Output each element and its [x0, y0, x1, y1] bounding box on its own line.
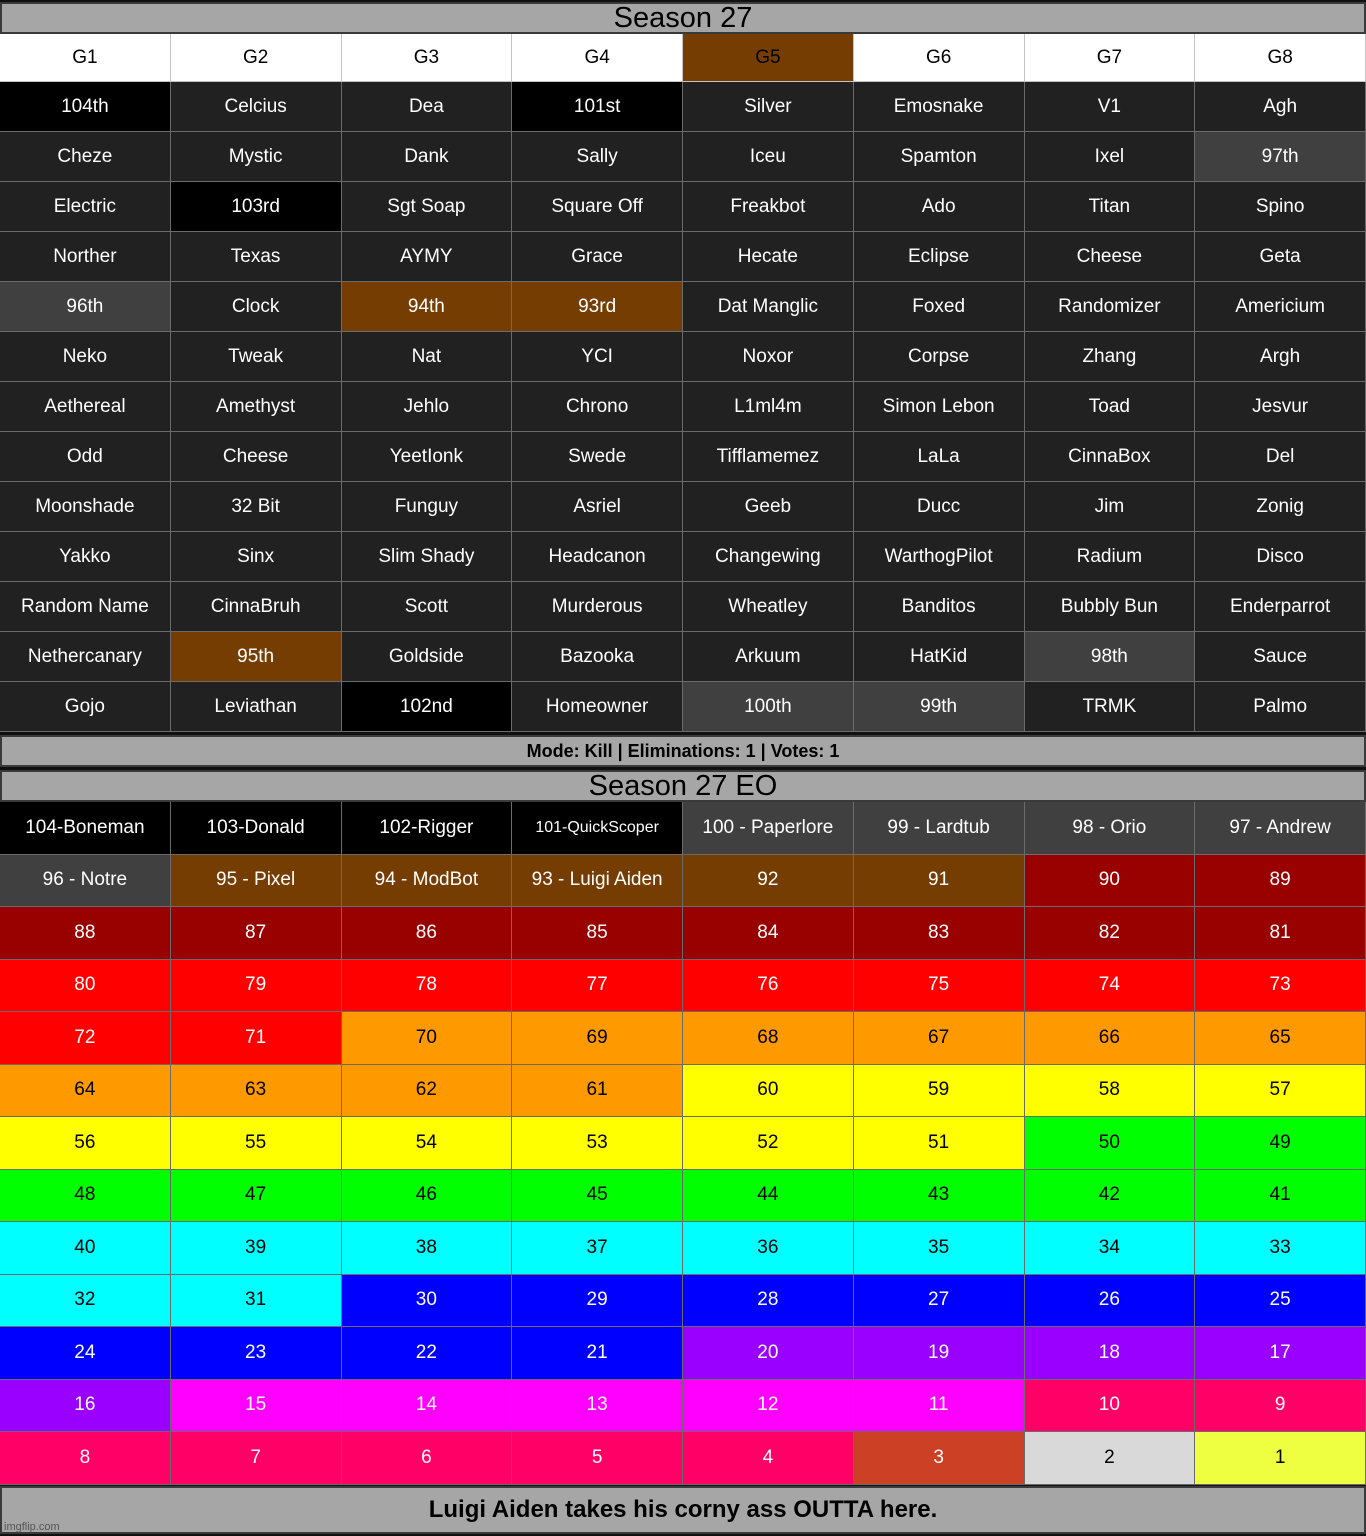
roster-cell: Jehlo	[342, 382, 513, 432]
placement-cell: 5	[512, 1432, 683, 1485]
group-header-1: G1	[0, 34, 171, 82]
roster-cell: Emosnake	[854, 82, 1025, 132]
roster-cell: Nat	[342, 332, 513, 382]
roster-cell: Clock	[171, 282, 342, 332]
placement-cell: 91	[854, 855, 1025, 908]
placement-cell: 93 - Luigi Aiden	[512, 855, 683, 908]
group-header-6: G6	[854, 34, 1025, 82]
placement-cell: 27	[854, 1275, 1025, 1328]
roster-cell: Simon Lebon	[854, 382, 1025, 432]
roster-cell: Zhang	[1025, 332, 1196, 382]
roster-cell: Freakbot	[683, 182, 854, 232]
roster-cell: Spamton	[854, 132, 1025, 182]
roster-cell: AYMY	[342, 232, 513, 282]
placement-cell: 39	[171, 1222, 342, 1275]
roster-cell: Nethercanary	[0, 632, 171, 682]
roster-cell: Tweak	[171, 332, 342, 382]
roster-cell: Eclipse	[854, 232, 1025, 282]
roster-cell: Changewing	[683, 532, 854, 582]
roster-cell: YCI	[512, 332, 683, 382]
roster-cell: Hecate	[683, 232, 854, 282]
roster-cell: Jim	[1025, 482, 1196, 532]
roster-cell: 102nd	[342, 682, 513, 732]
group-header-4: G4	[512, 34, 683, 82]
placement-cell: 64	[0, 1065, 171, 1118]
placement-cell: 80	[0, 960, 171, 1013]
roster-cell: 32 Bit	[171, 482, 342, 532]
placement-cell: 70	[342, 1012, 513, 1065]
placement-cell: 31	[171, 1275, 342, 1328]
season-title-banner	[0, 2, 1366, 34]
roster-cell: Leviathan	[171, 682, 342, 732]
placement-cell: 87	[171, 907, 342, 960]
roster-cell: Random Name	[0, 582, 171, 632]
placement-cell: 11	[854, 1380, 1025, 1433]
placement-cell: 24	[0, 1327, 171, 1380]
placement-cell: 42	[1025, 1170, 1196, 1223]
roster-cell: Chrono	[512, 382, 683, 432]
placement-cell: 52	[683, 1117, 854, 1170]
placement-cell: 74	[1025, 960, 1196, 1013]
placement-cell: 88	[0, 907, 171, 960]
placement-cell: 90	[1025, 855, 1196, 908]
roster-cell: Titan	[1025, 182, 1196, 232]
placement-cell: 47	[171, 1170, 342, 1223]
placement-cell: 89	[1195, 855, 1366, 908]
placement-cell: 34	[1025, 1222, 1196, 1275]
placement-cell: 56	[0, 1117, 171, 1170]
placement-cell: 37	[512, 1222, 683, 1275]
placement-cell: 30	[342, 1275, 513, 1328]
mode-info-text: Mode: Kill | Eliminations: 1 | Votes: 1	[526, 740, 840, 761]
roster-cell: Arkuum	[683, 632, 854, 682]
placement-cell: 25	[1195, 1275, 1366, 1328]
roster-cell: 97th	[1195, 132, 1366, 182]
roster-cell: Murderous	[512, 582, 683, 632]
placement-cell: 62	[342, 1065, 513, 1118]
placement-cell: 83	[854, 907, 1025, 960]
placement-cell: 36	[683, 1222, 854, 1275]
placement-cell: 86	[342, 907, 513, 960]
group-header-7: G7	[1025, 34, 1196, 82]
roster-cell: HatKid	[854, 632, 1025, 682]
roster-cell: 94th	[342, 282, 513, 332]
roster-cell: Aethereal	[0, 382, 171, 432]
eo-title: Season 27 EO	[588, 769, 778, 802]
roster-cell: 93rd	[512, 282, 683, 332]
placement-cell: 49	[1195, 1117, 1366, 1170]
roster-cell: Ado	[854, 182, 1025, 232]
group-header-3: G3	[342, 34, 513, 82]
placement-cell: 44	[683, 1170, 854, 1223]
placement-cell: 95 - Pixel	[171, 855, 342, 908]
placement-cell: 2	[1025, 1432, 1196, 1485]
placement-cell: 45	[512, 1170, 683, 1223]
placement-cell: 29	[512, 1275, 683, 1328]
placement-cell: 33	[1195, 1222, 1366, 1275]
footer-banner	[0, 1486, 1366, 1534]
placement-cell: 6	[342, 1432, 513, 1485]
roster-cell: Cheese	[171, 432, 342, 482]
roster-cell: Sinx	[171, 532, 342, 582]
roster-cell: Ducc	[854, 482, 1025, 532]
roster-cell: Dea	[342, 82, 513, 132]
roster-cell: YeetIonk	[342, 432, 513, 482]
placement-cell: 61	[512, 1065, 683, 1118]
placement-cell: 14	[342, 1380, 513, 1433]
roster-cell: Americium	[1195, 282, 1366, 332]
placement-cell: 100 - Paperlore	[683, 802, 854, 855]
roster-cell: Tifflamemez	[683, 432, 854, 482]
placement-cell: 66	[1025, 1012, 1196, 1065]
placement-cell: 84	[683, 907, 854, 960]
season-title: Season 27	[613, 1, 753, 34]
placement-cell: 71	[171, 1012, 342, 1065]
placement-cell: 8	[0, 1432, 171, 1485]
roster-cell: Dank	[342, 132, 513, 182]
placement-cell: 58	[1025, 1065, 1196, 1118]
roster-cell: Sally	[512, 132, 683, 182]
placement-cell: 50	[1025, 1117, 1196, 1170]
roster-cell: Sgt Soap	[342, 182, 513, 232]
placement-cell: 43	[854, 1170, 1025, 1223]
placement-cell: 92	[683, 855, 854, 908]
placement-cell: 7	[171, 1432, 342, 1485]
roster-cell: 95th	[171, 632, 342, 682]
roster-cell: Bazooka	[512, 632, 683, 682]
roster-cell: Ixel	[1025, 132, 1196, 182]
eo-title-banner	[0, 770, 1366, 802]
roster-cell: Yakko	[0, 532, 171, 582]
roster-cell: Banditos	[854, 582, 1025, 632]
placement-cell: 41	[1195, 1170, 1366, 1223]
roster-cell: Mystic	[171, 132, 342, 182]
placement-cell: 10	[1025, 1380, 1196, 1433]
group-header-8: G8	[1195, 34, 1366, 82]
roster-cell: Iceu	[683, 132, 854, 182]
placement-cell: 4	[683, 1432, 854, 1485]
roster-cell: Amethyst	[171, 382, 342, 432]
roster-cell: Zonig	[1195, 482, 1366, 532]
placement-cell: 78	[342, 960, 513, 1013]
roster-cell: Randomizer	[1025, 282, 1196, 332]
roster-cell: V1	[1025, 82, 1196, 132]
roster-cell: Argh	[1195, 332, 1366, 382]
roster-cell: Cheese	[1025, 232, 1196, 282]
elimination-order-grid	[0, 802, 1366, 1485]
placement-cell: 35	[854, 1222, 1025, 1275]
placement-cell: 1	[1195, 1432, 1366, 1485]
roster-cell: LaLa	[854, 432, 1025, 482]
roster-cell: Palmo	[1195, 682, 1366, 732]
roster-cell: CinnaBox	[1025, 432, 1196, 482]
roster-cell: L1ml4m	[683, 382, 854, 432]
roster-cell: Silver	[683, 82, 854, 132]
roster-cell: Cheze	[0, 132, 171, 182]
placement-cell: 60	[683, 1065, 854, 1118]
roster-cell: Sauce	[1195, 632, 1366, 682]
placement-cell: 101-QuickScoper	[512, 802, 683, 855]
roster-cell: Geeb	[683, 482, 854, 532]
placement-cell: 99 - Lardtub	[854, 802, 1025, 855]
roster-cell: TRMK	[1025, 682, 1196, 732]
roster-cell: CinnaBruh	[171, 582, 342, 632]
placement-cell: 94 - ModBot	[342, 855, 513, 908]
roster-cell: Geta	[1195, 232, 1366, 282]
placement-cell: 40	[0, 1222, 171, 1275]
placement-cell: 38	[342, 1222, 513, 1275]
placement-cell: 82	[1025, 907, 1196, 960]
roster-cell: 101st	[512, 82, 683, 132]
placement-cell: 21	[512, 1327, 683, 1380]
roster-cell: Spino	[1195, 182, 1366, 232]
placement-cell: 85	[512, 907, 683, 960]
placement-cell: 17	[1195, 1327, 1366, 1380]
roster-cell: Homeowner	[512, 682, 683, 732]
placement-cell: 18	[1025, 1327, 1196, 1380]
placement-cell: 32	[0, 1275, 171, 1328]
roster-cell: Jesvur	[1195, 382, 1366, 432]
placement-cell: 22	[342, 1327, 513, 1380]
roster-cell: Wheatley	[683, 582, 854, 632]
roster-cell: Asriel	[512, 482, 683, 532]
roster-cell: 98th	[1025, 632, 1196, 682]
roster-cell: Dat Manglic	[683, 282, 854, 332]
placement-cell: 67	[854, 1012, 1025, 1065]
placement-cell: 57	[1195, 1065, 1366, 1118]
roster-cell: Gojo	[0, 682, 171, 732]
roster-cell: Toad	[1025, 382, 1196, 432]
roster-cell: Enderparrot	[1195, 582, 1366, 632]
roster-cell: Square Off	[512, 182, 683, 232]
placement-cell: 104-Boneman	[0, 802, 171, 855]
roster-cell: Celcius	[171, 82, 342, 132]
roster-cell: Swede	[512, 432, 683, 482]
placement-cell: 9	[1195, 1380, 1366, 1433]
placement-cell: 81	[1195, 907, 1366, 960]
placement-cell: 59	[854, 1065, 1025, 1118]
watermark: imgflip.com	[4, 1521, 60, 1533]
placement-cell: 96 - Notre	[0, 855, 171, 908]
placement-cell: 26	[1025, 1275, 1196, 1328]
footer-text: Luigi Aiden takes his corny ass OUTTA here.	[428, 1496, 938, 1523]
placement-cell: 48	[0, 1170, 171, 1223]
placement-cell: 77	[512, 960, 683, 1013]
roster-cell: Neko	[0, 332, 171, 382]
roster-cell: Headcanon	[512, 532, 683, 582]
roster-cell: Disco	[1195, 532, 1366, 582]
placement-cell: 75	[854, 960, 1025, 1013]
placement-cell: 51	[854, 1117, 1025, 1170]
roster-cell: Agh	[1195, 82, 1366, 132]
roster-cell: Moonshade	[0, 482, 171, 532]
group-header-2: G2	[171, 34, 342, 82]
roster-cell: 104th	[0, 82, 171, 132]
roster-cell: Slim Shady	[342, 532, 513, 582]
roster-cell: Scott	[342, 582, 513, 632]
roster-cell: 96th	[0, 282, 171, 332]
placement-cell: 12	[683, 1380, 854, 1433]
placement-cell: 102-Rigger	[342, 802, 513, 855]
placement-cell: 3	[854, 1432, 1025, 1485]
season-roster-grid	[0, 34, 1366, 732]
roster-cell: 99th	[854, 682, 1025, 732]
mode-info-banner	[0, 735, 1366, 767]
roster-cell: Radium	[1025, 532, 1196, 582]
placement-cell: 65	[1195, 1012, 1366, 1065]
placement-cell: 98 - Orio	[1025, 802, 1196, 855]
roster-cell: Foxed	[854, 282, 1025, 332]
roster-cell: Corpse	[854, 332, 1025, 382]
roster-cell: Grace	[512, 232, 683, 282]
placement-cell: 53	[512, 1117, 683, 1170]
placement-cell: 15	[171, 1380, 342, 1433]
placement-cell: 103-Donald	[171, 802, 342, 855]
roster-cell: 100th	[683, 682, 854, 732]
placement-cell: 28	[683, 1275, 854, 1328]
roster-cell: Texas	[171, 232, 342, 282]
placement-cell: 63	[171, 1065, 342, 1118]
placement-cell: 69	[512, 1012, 683, 1065]
placement-cell: 23	[171, 1327, 342, 1380]
placement-cell: 68	[683, 1012, 854, 1065]
roster-cell: Norther	[0, 232, 171, 282]
roster-cell: Odd	[0, 432, 171, 482]
placement-cell: 16	[0, 1380, 171, 1433]
placement-cell: 54	[342, 1117, 513, 1170]
roster-cell: Noxor	[683, 332, 854, 382]
placement-cell: 73	[1195, 960, 1366, 1013]
roster-cell: WarthogPilot	[854, 532, 1025, 582]
roster-cell: Electric	[0, 182, 171, 232]
placement-cell: 76	[683, 960, 854, 1013]
placement-cell: 20	[683, 1327, 854, 1380]
placement-cell: 72	[0, 1012, 171, 1065]
placement-cell: 13	[512, 1380, 683, 1433]
group-header-5: G5	[683, 34, 854, 82]
placement-cell: 46	[342, 1170, 513, 1223]
roster-cell: Funguy	[342, 482, 513, 532]
placement-cell: 97 - Andrew	[1195, 802, 1366, 855]
placement-cell: 55	[171, 1117, 342, 1170]
placement-cell: 19	[854, 1327, 1025, 1380]
placement-cell: 79	[171, 960, 342, 1013]
roster-cell: 103rd	[171, 182, 342, 232]
roster-cell: Del	[1195, 432, 1366, 482]
roster-cell: Goldside	[342, 632, 513, 682]
roster-cell: Bubbly Bun	[1025, 582, 1196, 632]
